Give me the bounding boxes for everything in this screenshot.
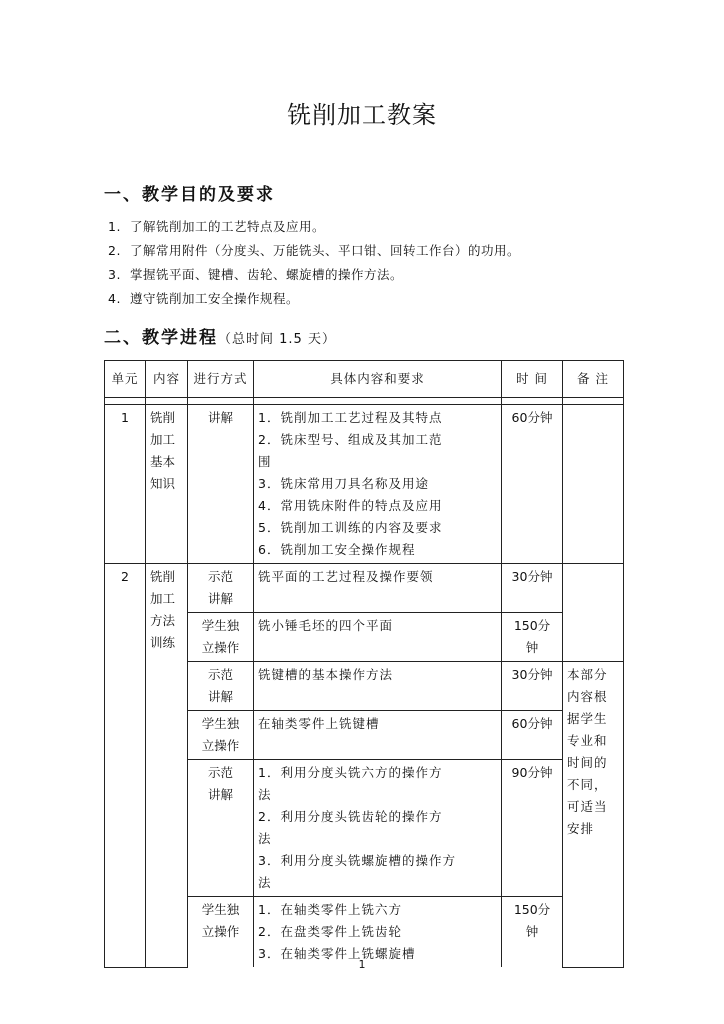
- header-details: 具体内容和要求: [254, 361, 502, 398]
- row-details: 铣小锤毛坯的四个平面: [254, 613, 502, 662]
- goal-item: 2. 了解常用附件（分度头、万能铣头、平口钳、回转工作台）的功用。: [108, 243, 521, 258]
- section-heading-goals: 一、教学目的及要求: [104, 185, 275, 205]
- row-remark-empty: [563, 564, 624, 662]
- row-method: 学生独 立操作: [188, 897, 254, 968]
- goal-item: 3. 掌握铣平面、键槽、齿轮、螺旋槽的操作方法。: [108, 267, 404, 282]
- row-method: 学生独 立操作: [188, 711, 254, 760]
- teaching-schedule-table: [104, 360, 624, 968]
- row-time: 30分钟: [502, 662, 563, 711]
- unit-time: 60分钟: [502, 405, 563, 564]
- table-row: [105, 405, 624, 564]
- row-time: 150分 钟: [502, 613, 563, 662]
- header-method: 进行方式: [188, 361, 254, 398]
- row-method: 学生独 立操作: [188, 613, 254, 662]
- unit-method: 讲解: [188, 405, 254, 564]
- row-time: 30分钟: [502, 564, 563, 613]
- goals-list: [108, 215, 520, 311]
- unit-remark: 本部分 内容根 据学生 专业和 时间的 不同， 可适当 安排: [563, 662, 624, 968]
- goal-item: 1. 了解铣削加工的工艺特点及应用。: [108, 219, 326, 234]
- goal-item: 4. 遵守铣削加工安全操作规程。: [108, 291, 300, 306]
- row-details: 1．利用分度头铣六方的操作方 法 2．利用分度头铣齿轮的操作方 法 3．利用分度头铣螺旋槽的操作方 法: [254, 760, 502, 897]
- table-row: [105, 564, 624, 613]
- row-method: 示范 讲解: [188, 564, 254, 613]
- table-header-row: [105, 361, 624, 398]
- row-time: 150分 钟: [502, 897, 563, 968]
- unit-remark: [563, 405, 624, 564]
- row-details: 铣键槽的基本操作方法: [254, 662, 502, 711]
- header-unit: 单元: [105, 361, 146, 398]
- row-time: 90分钟: [502, 760, 563, 897]
- row-details: 1．在轴类零件上铣六方 2．在盘类零件上铣齿轮 3．在轴类零件上铣螺旋槽: [254, 897, 502, 968]
- unit-content: 铣削 加工 方法 训练: [146, 564, 188, 968]
- total-time-note: （总时间 1.5 天）: [218, 332, 336, 347]
- header-content: 内容: [146, 361, 188, 398]
- document-title: 铣削加工教案: [287, 101, 437, 129]
- row-method: 示范 讲解: [188, 662, 254, 711]
- row-details: 铣平面的工艺过程及操作要领: [254, 564, 502, 613]
- header-remark: 备 注: [563, 361, 624, 398]
- section-heading-process: 二、教学进程（总时间 1.5 天）: [104, 328, 336, 348]
- unit-details: 1．铣削加工工艺过程及其特点 2．铣床型号、组成及其加工范 围 3．铣床常用刀具名称及用途 4．常用铣床附件的特点及应用 5．铣削加工训练的内容及要求 6．铣削加工安全操作规程: [254, 405, 502, 564]
- row-details: 在轴类零件上铣键槽: [254, 711, 502, 760]
- page-number: 1: [358, 958, 366, 971]
- row-time: 60分钟: [502, 711, 563, 760]
- unit-number: 1: [105, 405, 146, 564]
- unit-number: 2: [105, 564, 146, 968]
- unit-content: 铣削 加工 基本 知识: [146, 405, 188, 564]
- header-time: 时 间: [502, 361, 563, 398]
- row-method: 示范 讲解: [188, 760, 254, 897]
